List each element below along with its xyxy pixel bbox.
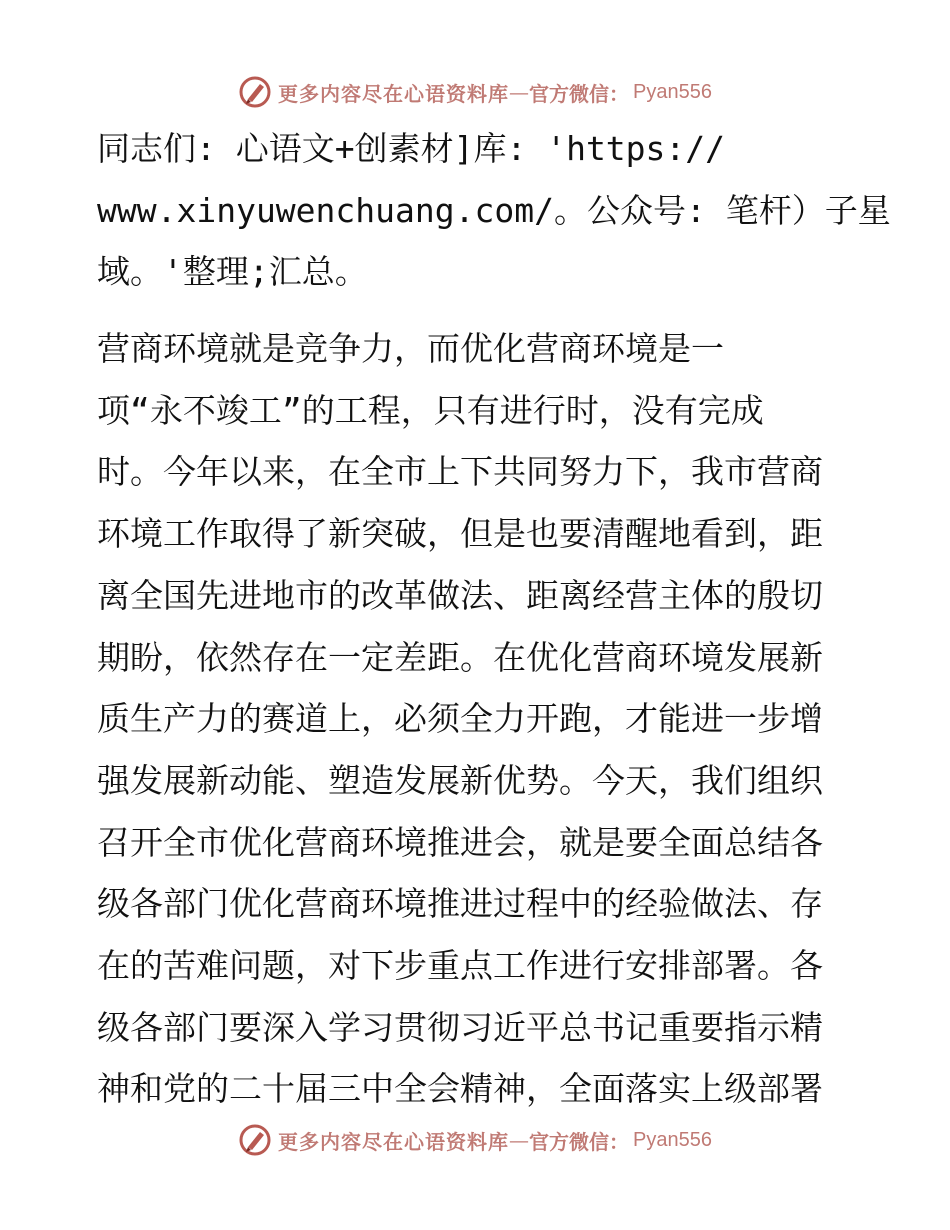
paragraph-line: www.xinyuwenchuang.com/。公众号: 笔杆）子星: [97, 190, 891, 230]
paragraph-line: 质生产力的赛道上，必须全力开跑，才能进一步增: [97, 699, 823, 739]
intro-paragraph: [97, 118, 891, 303]
pen-logo-icon: [238, 75, 272, 109]
paragraph-line: 同志们: 心语文+创素材]库: 'https://: [97, 129, 726, 168]
paragraph-line: 级各部门要深入学习贯彻习近平总书记重要指示精: [97, 1007, 823, 1047]
paragraph-line: 营商环境就是竞争力，而优化营商环境是一: [97, 329, 724, 368]
paragraph-line: 神和党的二十届三中全会精神，全面落实上级部署: [97, 1069, 823, 1109]
banner-title: 更多内容尽在心语资料库: [278, 81, 510, 106]
paragraph-line: 项“永不竣工”的工程，只有进行时，没有完成: [97, 390, 764, 430]
paragraph-line: 离全国先进地市的改革做法、距离经营主体的殷切: [97, 575, 823, 615]
paragraph-line: 域。'整理;汇总。: [97, 252, 368, 292]
pen-logo-icon: [238, 1123, 272, 1157]
paragraph-line: 级各部门优化营商环境推进过程中的经验做法、存: [97, 884, 823, 924]
paragraph-line: 召开全市优化营商环境推进会，就是要全面总结各: [97, 822, 823, 862]
paragraph-line: 期盼，依然存在一定差距。在优化营商环境发展新: [97, 637, 823, 677]
banner-wechat-id: Pyan556: [633, 1128, 712, 1151]
banner-wechat-id: Pyan556: [633, 80, 712, 103]
footer-banner: [0, 1120, 950, 1160]
banner-separator: —: [509, 1128, 530, 1152]
paragraph-line: 在的苦难问题，对下步重点工作进行安排部署。各: [97, 946, 823, 986]
paragraph-line: 时。今年以来，在全市上下共同努力下，我市营商: [97, 452, 823, 492]
main-paragraph: [97, 318, 857, 1120]
banner-separator: —: [509, 80, 530, 104]
paragraph-line: 环境工作取得了新突破，但是也要清醒地看到，距: [97, 514, 823, 554]
header-banner: [0, 72, 950, 112]
paragraph-line: 强发展新动能、塑造发展新优势。今天，我们组织: [97, 760, 823, 800]
banner-wechat-label: 官方微信：: [529, 81, 630, 106]
banner-wechat-label: 官方微信：: [529, 1129, 630, 1154]
banner-title: 更多内容尽在心语资料库: [278, 1129, 510, 1154]
